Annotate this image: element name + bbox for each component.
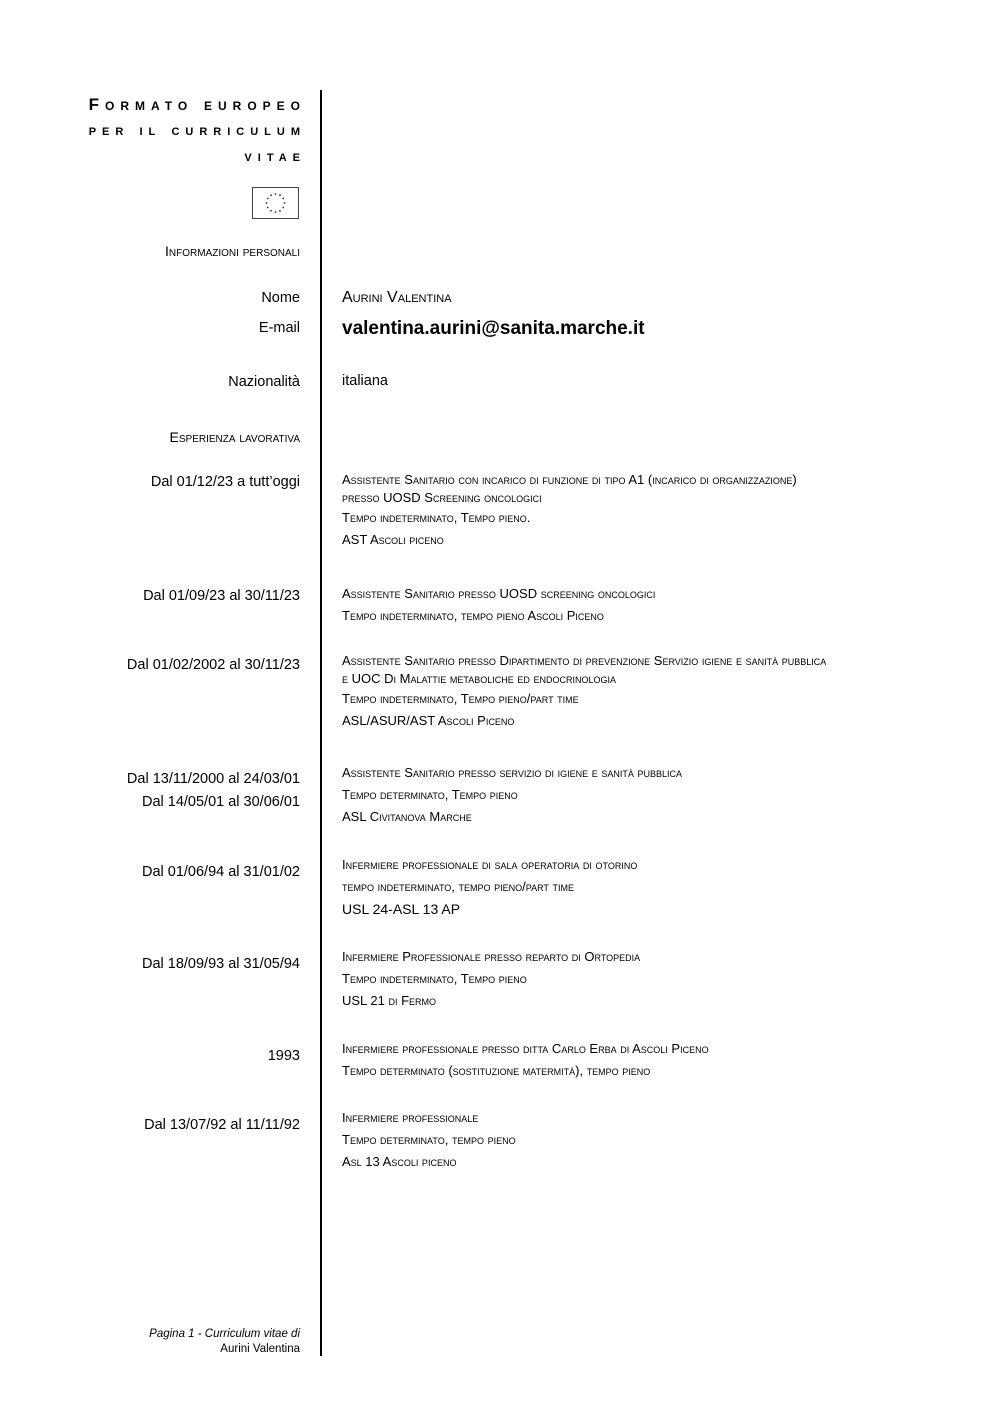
experience-entry <box>342 1038 942 1082</box>
entry-line: e UOC Di Malattie metaboliche ed endocrinologia <box>342 671 616 686</box>
experience-entry <box>342 1107 942 1173</box>
entry-date: Dal 01/12/23 a tutt’oggi <box>150 474 300 490</box>
entry-line: ASL/ASUR/AST Ascoli Piceno <box>342 713 515 728</box>
eu-flag-icon <box>252 187 299 219</box>
experience-entry <box>342 583 942 627</box>
entry-date: Dal 13/07/92 al 11/11/92 <box>144 1117 300 1133</box>
entry-line: Assistente Sanitario presso servizio di igiene e sanità pubblica <box>342 765 682 780</box>
eu-star <box>267 207 269 209</box>
experience-entry <box>342 946 942 1012</box>
title-line-2: per il curriculum <box>88 122 306 139</box>
vertical-divider <box>320 90 322 1356</box>
eu-star <box>275 211 277 213</box>
eu-star <box>275 193 277 195</box>
experience-entry <box>342 471 942 551</box>
entry-line: Tempo indeterminato, Tempo pieno. <box>342 510 531 525</box>
entry-line: Tempo determinato (sostituzione matermità), tempo pieno <box>342 1063 651 1078</box>
title-line-3: vitae <box>244 148 306 165</box>
entry-line: Tempo indeterminato, Tempo pieno <box>342 971 527 986</box>
eu-star <box>282 198 284 200</box>
name-label: Nome <box>261 290 300 306</box>
entry-line: ASL Civitanova Marche <box>342 809 472 824</box>
name-value: Aurini Valentina <box>342 289 452 306</box>
page-footer <box>149 1327 300 1357</box>
title-line-1: Formato europeo <box>88 95 306 114</box>
personal-info-heading: Informazioni personali <box>164 243 300 259</box>
entry-line: Assistente Sanitario con incarico di funzione di tipo A1 (incarico di organizzazione) <box>342 472 797 487</box>
entry-date: Dal 01/06/94 al 31/01/02 <box>141 864 300 880</box>
eu-star <box>284 202 286 204</box>
footer-author: Aurini Valentina <box>220 1343 300 1355</box>
experience-entry <box>342 652 942 732</box>
work-experience-heading: Esperienza lavorativa <box>169 429 300 445</box>
entry-date: Dal 18/09/93 al 31/05/94 <box>141 956 300 972</box>
email-value[interactable]: valentina.aurini@sanita.marche.it <box>342 318 645 339</box>
entry-line: presso UOSD Screening oncologici <box>342 490 542 505</box>
entry-line: USL 24-ASL 13 AP <box>342 901 461 917</box>
entry-date: Dal 01/02/2002 al 30/11/23 <box>126 657 300 673</box>
experience-entry <box>342 854 942 920</box>
footer-page-label: Pagina 1 - Curriculum vitae di <box>149 1328 300 1340</box>
email-label: E-mail <box>258 320 300 336</box>
nationality-label: Nazionalità <box>228 374 300 390</box>
document-title <box>89 92 306 170</box>
entry-date: Dal 01/09/23 al 30/11/23 <box>143 588 300 604</box>
experience-entry <box>342 762 942 828</box>
entry-line: Tempo determinato, Tempo pieno <box>342 787 518 802</box>
entry-line: Infermiere Professionale presso reparto di Ortopedia <box>342 949 641 964</box>
eu-star <box>270 210 272 212</box>
entry-line: USL 21 di Fermo <box>342 993 437 1008</box>
entry-line: Tempo indeterminato, tempo pieno Ascoli Piceno <box>342 608 604 623</box>
eu-star <box>279 210 281 212</box>
entry-date: 1993 <box>267 1048 300 1064</box>
eu-star <box>279 194 281 196</box>
entry-line: Assistente Sanitario presso Dipartimento di prevenzione Servizio igiene e sanità pubblica <box>342 653 827 668</box>
entry-date: Dal 13/11/2000 al 24/03/01 <box>126 771 300 787</box>
entry-line: Tempo indeterminato, Tempo pieno/part time <box>342 691 579 706</box>
entry-line: Assistente Sanitario presso UOSD screening oncologici <box>342 586 656 601</box>
eu-star <box>282 207 284 209</box>
entry-line: Tempo determinato, tempo pieno <box>342 1132 516 1147</box>
eu-star <box>266 202 268 204</box>
entry-line: AST Ascoli piceno <box>342 532 444 547</box>
nationality-value: italiana <box>342 373 388 389</box>
eu-star <box>267 198 269 200</box>
eu-star <box>270 194 272 196</box>
entry-line: Infermiere professionale presso ditta Carlo Erba di Ascoli Piceno <box>342 1041 709 1056</box>
entry-line: Asl 13 Ascoli piceno <box>342 1154 457 1169</box>
entry-line: Infermiere professionale di sala operatoria di otorino <box>342 857 638 872</box>
entry-line: tempo indeterminato, tempo pieno/part time <box>342 879 575 894</box>
entry-line: Infermiere professionale <box>342 1110 479 1125</box>
entry-date: Dal 14/05/01 al 30/06/01 <box>141 794 300 810</box>
